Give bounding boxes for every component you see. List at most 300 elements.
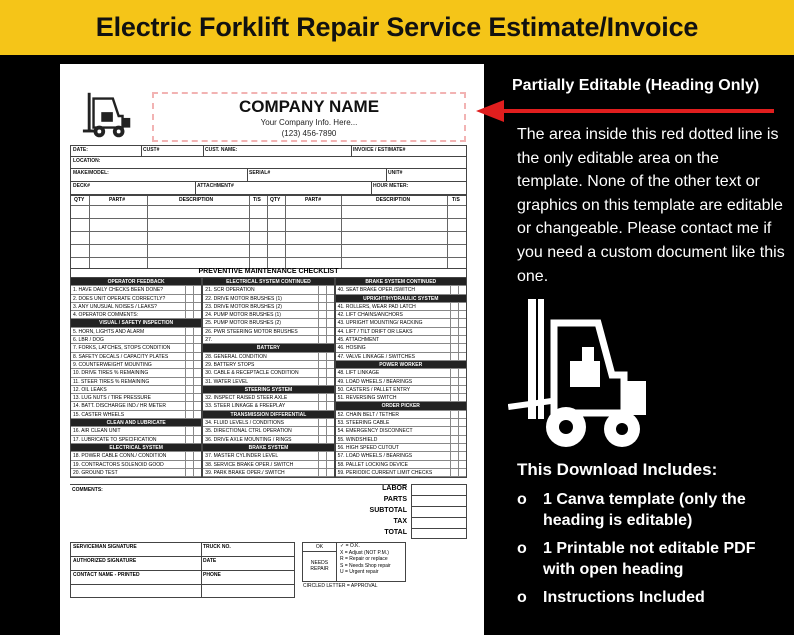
unit-label: UNIT# [388,170,403,176]
title-banner [0,0,794,55]
check-box [185,286,193,293]
bullet-icon: o [517,491,527,508]
phone-label: PHONE [203,572,221,578]
check-box [450,344,458,351]
checklist-item-text: 48. LIFT LINKAGE [337,370,380,377]
checklist-item [336,394,466,402]
check-box [193,378,201,385]
check-box [318,402,326,409]
legend-codes [340,543,391,576]
checklist-section-header [336,278,466,286]
checklist-item [203,295,333,303]
check-box [450,353,458,360]
checklist-item-text: 59. PERIODIC CURRENT LIMIT CHECKS [337,469,433,476]
parts-header-part-2: PART# [305,197,322,203]
checklist-item-text: 32. INSPECT RAISED STEER AXLE [205,395,288,402]
check-box [193,436,201,443]
check-box [458,353,466,360]
check-box [458,411,466,418]
checklist-item-text: 28. GENERAL CONDITION [205,353,267,360]
checklist-item [336,419,466,427]
company-info: Your Company Info. Here... [260,118,358,127]
check-box [326,461,334,468]
labor-label: LABOR [382,485,407,492]
serviceman-signature-label: SERVICEMAN SIGNATURE [73,544,137,550]
checklist-item-text: 3. ANY UNUSUAL NOISES / LEAKS? [73,303,157,310]
sig-date-label: DATE [203,558,217,564]
checklist-item-text: 38. SERVICE BRAKE OPER./ SWITCH [205,461,294,468]
check-box [326,394,334,401]
checklist-item-text: 33. STEER LINKAGE & FREEPLAY [205,403,286,410]
checklist-item-text: 6. LBR / DOG [73,337,104,344]
check-box [185,386,193,393]
checklist-item-text: 9. COUNTERWEIGHT MOUNTING [73,361,152,368]
checklist-item-text: 42. LIFT CHAINS/ANCHORS [337,312,403,319]
checklist-item [336,286,466,294]
check-box [450,419,458,426]
deck-label: DECK# [73,183,90,189]
check-box [185,411,193,418]
checklist-item-text: 31. WATER LEVEL [205,378,249,385]
check-box [318,461,326,468]
check-box [318,319,326,326]
checklist-item [71,369,201,377]
check-box [185,303,193,310]
check-box [318,303,326,310]
check-box [185,344,193,351]
parts-header-qty-2: QTY [270,197,281,203]
check-box [326,319,334,326]
total-label: TOTAL [384,529,407,536]
checklist-item [336,436,466,444]
check-box [318,286,326,293]
checklist-item-text: TRANSMISSION DIFFERENTIAL [230,411,307,418]
check-box [193,353,201,360]
check-box [193,336,201,343]
info-row-4 [70,182,467,195]
checklist-item-text: 15. CASTER WHEELS [73,411,125,418]
legend-needs: NEEDS [310,560,329,566]
checklist-item [71,378,201,386]
checklist-item [203,419,333,427]
check-box [193,286,201,293]
editable-heading-area[interactable] [152,92,466,142]
check-box [193,311,201,318]
check-box [318,328,326,335]
check-box [185,295,193,302]
checklist-item-text: 30. CABLE & RECEPTACLE CONDITION [205,370,299,377]
parts-header-description-2: DESCRIPTION [376,197,411,203]
checklist-column-2 [202,277,334,478]
check-box [450,469,458,476]
bullet-icon: o [517,540,527,557]
contact-name-label: CONTACT NAME - PRINTED [73,572,140,578]
check-box [185,427,193,434]
check-box [326,452,334,459]
check-box [193,394,201,401]
check-box [193,328,201,335]
checklist-item [71,336,201,344]
checklist-item [203,436,333,444]
truck-no-label: TRUCK NO. [203,544,231,550]
legend-code: ✓ = O.K. [340,543,360,549]
checklist-item [71,303,201,311]
checklist-section-header [71,444,201,452]
legend-needs-repair [303,552,337,581]
check-box [318,295,326,302]
check-box [450,369,458,376]
check-box [458,303,466,310]
checklist-item-text: 49. LOAD WHEELS / BEARINGS [337,378,413,385]
checklist-item [336,303,466,311]
check-box [326,311,334,318]
checklist-section-header [336,361,466,369]
company-name: COMPANY NAME [238,97,380,116]
check-box [450,311,458,318]
legend-repair: REPAIR [310,566,329,572]
checklist-item [71,411,201,419]
check-box [326,427,334,434]
checklist-item-text: 39. PARK BRAKE OPER./ SWITCH [205,469,285,476]
check-box [318,436,326,443]
check-box [185,469,193,476]
check-box [318,369,326,376]
checklist-item [336,353,466,361]
checklist-item [203,328,333,336]
check-box [326,419,334,426]
location-label: LOCATION: [73,158,101,164]
check-box [193,402,201,409]
editable-description: The area inside this red dotted line is the only editable area on the template. None of the other text or graphics on this template are editable or changeable. Please contact me if you need a custom document like this one. [517,126,785,285]
check-box [185,402,193,409]
parts-header-description: DESCRIPTION [179,197,214,203]
red-arrow-icon [504,109,774,113]
checklist-item-text: 11. STEER TIRES % REMAINING [73,378,150,385]
checklist-item-text: 35. DIRECTIONAL CTRL OPERATION [205,428,292,435]
checklist-item [336,369,466,377]
checklist-item [71,361,201,369]
editable-label: Partially Editable (Heading Only) [512,77,760,94]
checklist-item [203,394,333,402]
check-box [326,286,334,293]
check-box [185,336,193,343]
checklist-item-text: 52. CHAIN BELT / TETHER [337,411,399,418]
forklift-icon [508,293,658,463]
checklist-item-text: 12. OIL LEAKS [73,386,107,393]
checklist-item-text: 53. STEERING CABLE [337,420,390,427]
check-box [318,452,326,459]
check-box [326,295,334,302]
check-box [326,469,334,476]
includes-item-text: Instructions Included [543,589,705,606]
checklist-item-text: 43. UPRIGHT MOUNTING/ RACKING [337,320,423,327]
checklist-item-text: 24. PUMP MOTOR BRUSHES (1) [205,312,281,319]
make-model-label: MAKE/MODEL: [73,170,109,176]
checklist-item-text: BRAKE SYSTEM CONTINUED [365,279,437,285]
parts-header-ts: T/S [253,197,261,203]
parts-header-part: PART# [109,197,126,203]
check-box [185,452,193,459]
checklist-section-header [203,411,333,419]
checklist-item-text: BRAKE SYSTEM [248,444,289,451]
checklist-section-header [71,419,201,427]
check-box [318,427,326,434]
checklist-item-text: 56. HIGH SPEED CUTOUT [337,444,399,451]
checklist-item-text: 7. FORKS, LATCHES, STOPS CONDITION [73,345,171,352]
check-box [450,286,458,293]
bullet-icon: o [517,589,527,606]
checklist-item [336,328,466,336]
check-box [193,452,201,459]
check-box [185,361,193,368]
checklist-item-text: CLEAN AND LUBRICATE [106,420,166,427]
info-row-1 [70,145,467,157]
checklist-item [203,378,333,386]
checklist-title: PREVENTIVE MAINTENANCE CHECKLIST [70,268,467,277]
checklist-item [203,469,333,477]
info-panel [484,55,794,635]
check-box [318,378,326,385]
checklist-item-text: 1. HAVE DAILY CHECKS BEEN DONE? [73,287,164,294]
checklist-item-text: 20. GROUND TEST [73,469,118,476]
checklist-item [71,328,201,336]
check-box [185,311,193,318]
date-label: DATE: [73,147,88,153]
attachment-label: ATTACHMENT# [197,183,234,189]
check-box [458,427,466,434]
checklist-item-text: 4. OPERATOR COMMENTS: [73,312,139,319]
checklist-item-text: 40. SEAT BRAKE OPER./SWITCH [337,287,415,294]
checklist-item [71,386,201,394]
checklist-item-text: 47. VALVE LINKAGE / SWITCHES [337,353,415,360]
check-box [458,378,466,385]
checklist-item [336,444,466,452]
checklist-item [71,427,201,435]
check-box [458,436,466,443]
checklist-item [203,286,333,294]
check-box [458,469,466,476]
check-box [326,303,334,310]
checklist-item [71,286,201,294]
checklist-item-text: ELECTRICAL SYSTEM [109,444,163,451]
check-box [326,361,334,368]
check-box [450,427,458,434]
checklist-item-text: 16. AIR CLEAN UNIT [73,428,121,435]
checklist-item-text: 34. FLUID LEVELS / CONDITIONS [205,420,284,427]
checklist-item-text: 46. HOSING [337,345,366,352]
arrow-head-icon [476,100,504,122]
company-phone: (123) 456-7890 [281,129,337,138]
check-box [318,361,326,368]
banner-title: Electric Forklift Repair Service Estimate/Invoice [95,12,699,42]
parts-header-ts-2: T/S [452,197,460,203]
invoice-label: INVOICE / ESTIMATE# [353,147,406,153]
checklist-column-3 [335,277,467,478]
check-box [458,386,466,393]
check-box [458,461,466,468]
checklist-item [71,353,201,361]
checklist-item [336,336,466,344]
subtotal-label: SUBTOTAL [369,507,407,514]
check-box [450,328,458,335]
check-box [450,461,458,468]
checklist-item [203,361,333,369]
status-legend [302,542,406,582]
check-box [185,461,193,468]
check-box [193,369,201,376]
checklist-item [336,344,466,352]
checklist-item-text: STEERING SYSTEM [244,386,293,393]
checklist-item-text: 50. CASTERS / PALLET ENTRY [337,386,411,393]
tax-label: TAX [393,518,407,525]
checklist-item-text: 2. DOES UNIT OPERATE CORRECTLY? [73,295,166,302]
check-box [185,369,193,376]
serial-label: SERIAL# [249,170,271,176]
checklist-item-text: 13. LUG NUTS / TIRE PRESSURE [73,395,151,402]
authorized-signature-label: AUTHORIZED SIGNATURE [73,558,137,564]
totals-box [360,484,467,539]
checklist-item [71,344,201,352]
checklist-item-text: 18. POWER CABLE CONN./ CONDITION [73,453,167,460]
forklift-logo-icon [80,90,138,142]
checklist-item [203,461,333,469]
check-box [458,328,466,335]
checklist-item [336,311,466,319]
check-box [458,369,466,376]
checklist-item [336,386,466,394]
parts-table [70,195,467,269]
checklist-section-header [71,319,201,327]
check-box [326,328,334,335]
check-box [326,336,334,343]
comments-box [70,484,407,538]
checklist-item-text: POWER WORKER [379,361,423,368]
checklist-item-text: ELECTRICAL SYSTEM CONTINUED [226,279,311,285]
checklist-item [203,427,333,435]
check-box [458,336,466,343]
checklist-item-text: 57. LOAD WHEELS / BEARINGS [337,453,413,460]
checklist-section-header [203,386,333,394]
info-row-2 [70,157,467,169]
checklist-item-text: 54. EMERGENCY DISCONNECT [337,428,413,435]
checklist-item [71,436,201,444]
checklist-item-text: 14. BATT. DISCHARGE IND./ HR METER [73,403,166,410]
check-box [458,452,466,459]
check-box [193,469,201,476]
total-row-total [360,528,467,539]
check-box [458,419,466,426]
checklist-item [203,303,333,311]
checklist-section-header [336,402,466,410]
check-box [458,344,466,351]
check-box [450,444,458,451]
checklist-item-text: 55. WINDSHIELD [337,436,378,443]
legend-code: X = Adjust (NOT P.M.) [340,549,389,556]
checklist-item-text: 5. HORN, LIGHTS AND ALARM [73,328,145,335]
check-box [318,311,326,318]
checklist-item [336,378,466,386]
check-box [450,394,458,401]
checklist-item [71,461,201,469]
signature-box [70,542,295,598]
check-box [193,411,201,418]
check-box [193,344,201,351]
checklist-item [336,411,466,419]
checklist-section-header [336,295,466,303]
check-box [326,436,334,443]
checklist-item-text: 25. PUMP MOTOR BRUSHES (2) [205,320,281,327]
comments-label: COMMENTS: [72,487,103,493]
checklist-item [336,319,466,327]
hour-meter-label: HOUR METER: [373,183,409,189]
check-box [326,402,334,409]
checklist-item [203,353,333,361]
checklist-item [336,427,466,435]
checklist-item-text: 58. PALLET LOCKING DEVICE [337,461,408,468]
checklist-item [336,461,466,469]
check-box [193,386,201,393]
checklist-section-header [203,278,333,286]
checklist-item-text: VISUAL / SAFETY INSPECTION [99,320,174,327]
check-box [193,361,201,368]
checklist-item-text: OPERATOR FEEDBACK [107,279,165,285]
cust-label: CUST# [143,147,160,153]
check-box [185,378,193,385]
check-box [458,444,466,451]
checklist-item [203,452,333,460]
total-row-subtotal [360,506,467,517]
checklist-section-header [71,278,201,286]
checklist-item [203,336,333,344]
info-row-3 [70,169,467,182]
check-box [326,353,334,360]
checklist-item-text: 21. SCR OPERATION [205,287,255,294]
check-box [318,353,326,360]
legend-ok: OK [303,543,337,552]
checklist-item [336,469,466,477]
check-box [318,394,326,401]
checklist-item-text: 44. LIFT / TILT DRIFT OR LEAKS [337,328,413,335]
check-box [450,386,458,393]
checklist-item [71,394,201,402]
checklist-section-header [203,444,333,452]
check-box [450,452,458,459]
checklist-item [71,295,201,303]
checklist-item [71,469,201,477]
checklist-item-text: ORDER PICKER [381,403,420,410]
check-box [185,328,193,335]
cust-name-label: CUST. NAME: [205,147,238,153]
checklist-item-text: 51. REVERSING SWITCH [337,395,397,402]
check-box [450,411,458,418]
checklist-section-header [203,344,333,352]
checklist-item-text: UPRIGHT/HYDRAULIC SYSTEM [363,295,439,302]
parts-header-qty: QTY [74,197,85,203]
check-box [185,436,193,443]
checklist-item [71,402,201,410]
checklist-item-text: 36. DRIVE AXLE MOUNTING / RINGS [205,436,292,443]
check-box [458,319,466,326]
checklist-item [203,369,333,377]
checklist-item-text: 23. DRIVE MOTOR BRUSHES (2) [205,303,282,310]
checklist-item [203,402,333,410]
includes-item-text: 1 Canva template (only the heading is editable) [543,491,746,529]
checklist-item-text: BATTERY [256,345,280,352]
check-box [450,378,458,385]
check-box [458,286,466,293]
total-row-labor [360,484,467,495]
check-box [326,378,334,385]
